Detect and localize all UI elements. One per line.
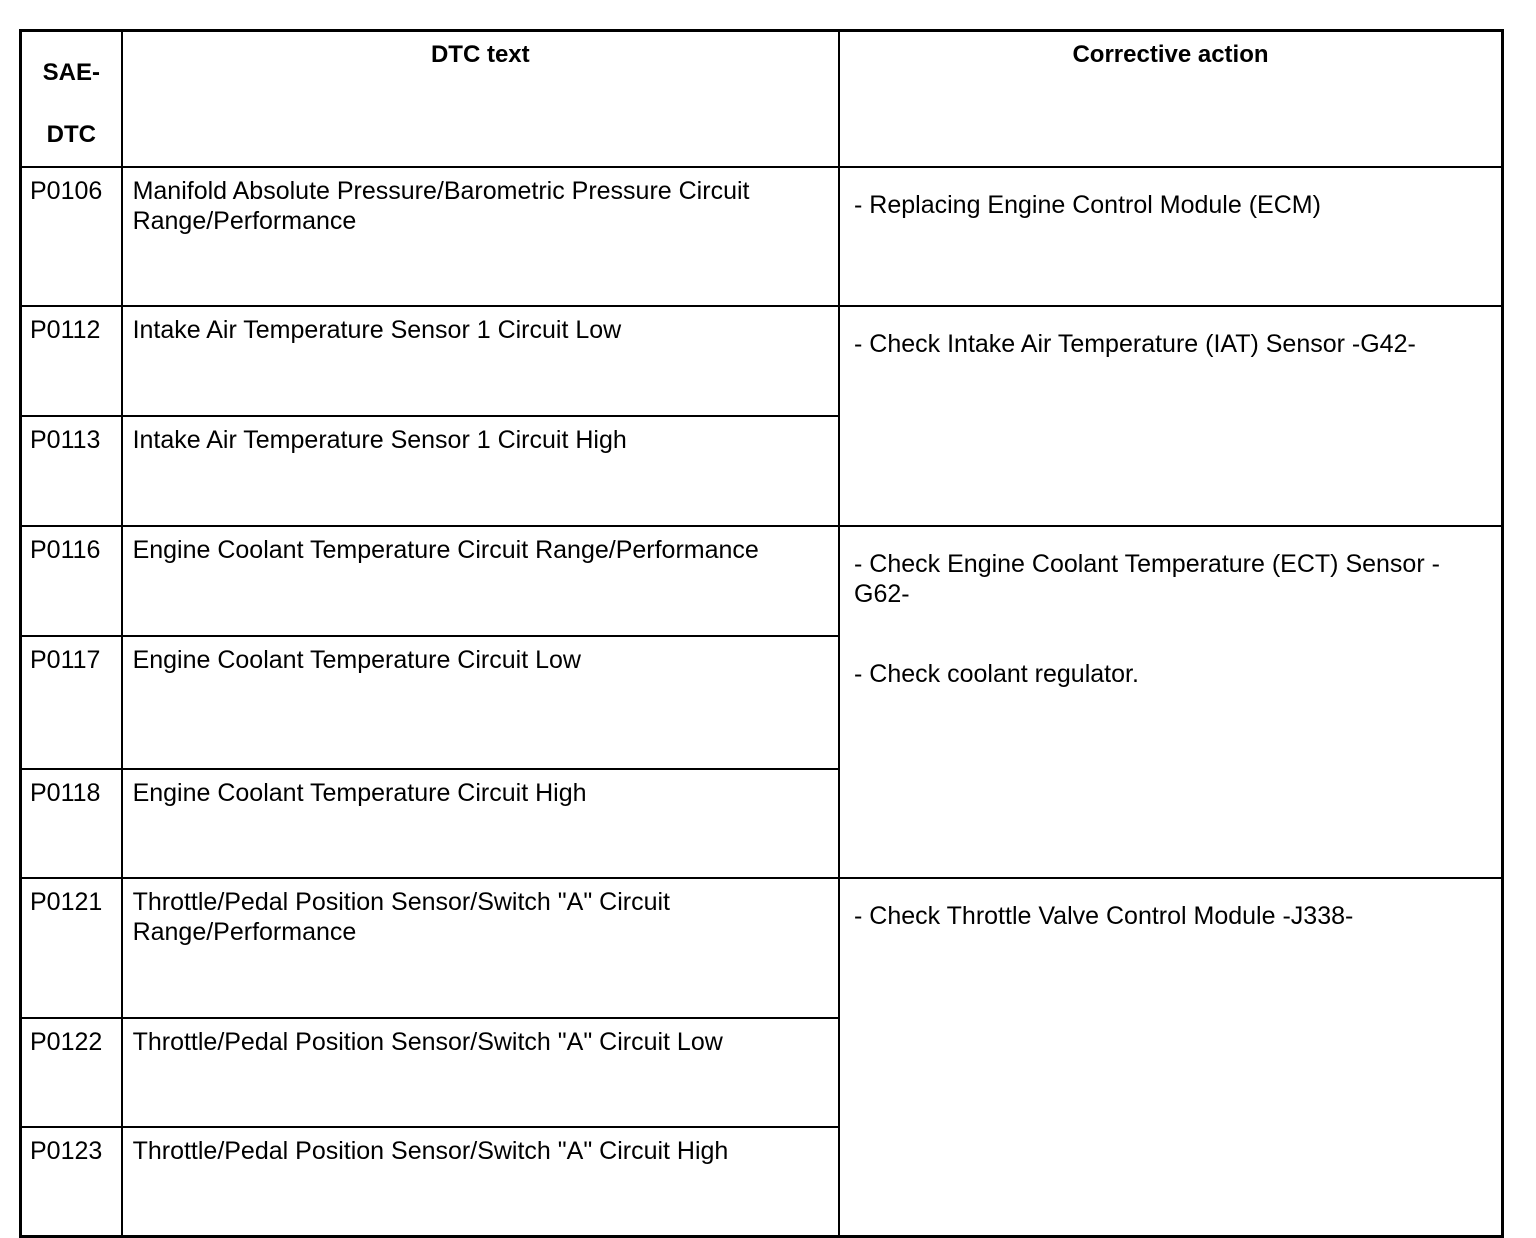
corrective-action-line: - Replacing Engine Control Module (ECM) [854, 191, 1321, 219]
header-dtc-text: DTC text [122, 31, 839, 168]
dtc-code: P0118 [21, 769, 122, 878]
dtc-description: Throttle/Pedal Position Sensor/Switch "A" Circuit Range/Performance [122, 878, 839, 1018]
header-corrective-action: Corrective action [839, 31, 1502, 168]
corrective-action-cell [839, 306, 1502, 526]
table-row [21, 878, 1503, 1018]
dtc-table [19, 29, 1504, 1238]
table-row [21, 167, 1503, 306]
header-sae-dtc [21, 31, 122, 168]
dtc-description: Intake Air Temperature Sensor 1 Circuit High [122, 416, 839, 526]
dtc-code: P0117 [21, 636, 122, 769]
dtc-description: Intake Air Temperature Sensor 1 Circuit Low [122, 306, 839, 416]
header-sae-dtc-line2: DTC [46, 121, 96, 148]
dtc-description: Engine Coolant Temperature Circuit Range/Performance [122, 526, 839, 636]
dtc-description: Throttle/Pedal Position Sensor/Switch "A" Circuit High [122, 1127, 839, 1236]
dtc-code: P0113 [21, 416, 122, 526]
corrective-action-cell [839, 878, 1502, 1236]
dtc-code: P0112 [21, 306, 122, 416]
table-row [21, 306, 1503, 416]
dtc-code: P0121 [21, 878, 122, 1018]
corrective-action-line: - Check Throttle Valve Control Module -J338- [854, 902, 1354, 930]
header-sae-dtc-line1: SAE- [42, 59, 100, 86]
dtc-description: Engine Coolant Temperature Circuit Low [122, 636, 839, 769]
corrective-action-cell [839, 167, 1502, 306]
dtc-description: Throttle/Pedal Position Sensor/Switch "A" Circuit Low [122, 1018, 839, 1127]
corrective-action-line: - Check Engine Coolant Temperature (ECT) Sensor -G62- [854, 550, 1440, 608]
dtc-code: P0122 [21, 1018, 122, 1127]
dtc-description: Engine Coolant Temperature Circuit High [122, 769, 839, 878]
corrective-action-cell [839, 526, 1502, 878]
dtc-code: P0106 [21, 167, 122, 306]
header-row [21, 31, 1503, 168]
corrective-action-line: - Check coolant regulator. [854, 660, 1139, 688]
dtc-code: P0123 [21, 1127, 122, 1236]
dtc-code: P0116 [21, 526, 122, 636]
corrective-action-line: - Check Intake Air Temperature (IAT) Sensor -G42- [854, 330, 1416, 358]
table-row [21, 526, 1503, 636]
dtc-description: Manifold Absolute Pressure/Barometric Pressure Circuit Range/Performance [122, 167, 839, 306]
